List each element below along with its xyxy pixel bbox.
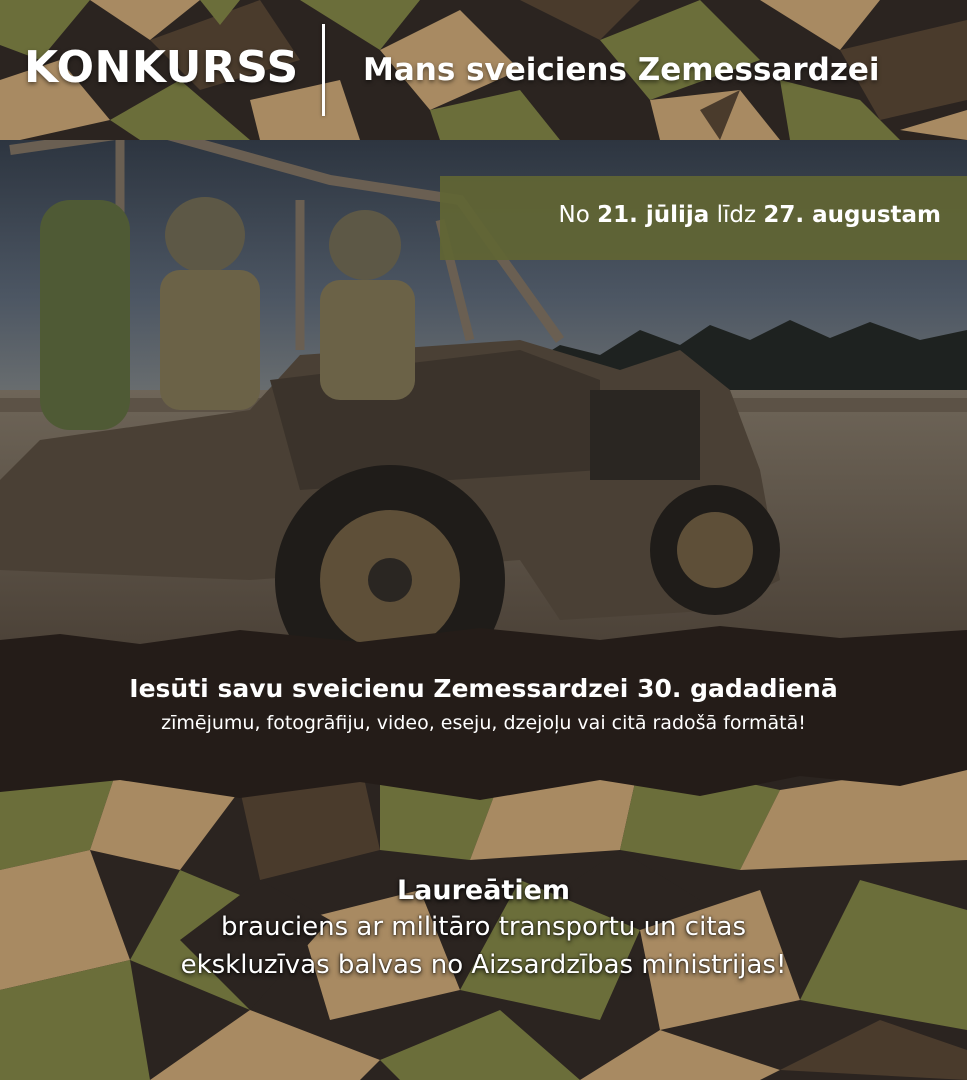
- prize-title: Laureātiem: [396, 875, 571, 906]
- date-start: 21. jūlija: [597, 202, 710, 228]
- header-divider: [322, 24, 325, 116]
- header-title: Mans sveiciens Zemessardzei: [363, 52, 880, 88]
- invite-heading: Iesūti savu sveicienu Zemessardzei 30. gadadienā: [129, 674, 838, 703]
- prize-line-1: brauciens ar militāro transportu un citas: [220, 912, 746, 942]
- date-prefix: No: [558, 202, 598, 228]
- invite-subtext: zīmējumu, fotogrāfiju, video, eseju, dzejoļu vai citā radošā formātā!: [161, 712, 806, 734]
- prize-section: [0, 874, 967, 984]
- prize-line-2: ekskluzīvas balvas no Aizsardzības ministrijas!: [180, 950, 787, 980]
- konkurss-label: KONKURSS: [24, 42, 299, 93]
- date-end: 27. augustam: [763, 202, 941, 228]
- header: [0, 0, 967, 140]
- date-middle: līdz: [709, 202, 764, 228]
- date-banner: [440, 176, 967, 260]
- date-range: [558, 202, 941, 228]
